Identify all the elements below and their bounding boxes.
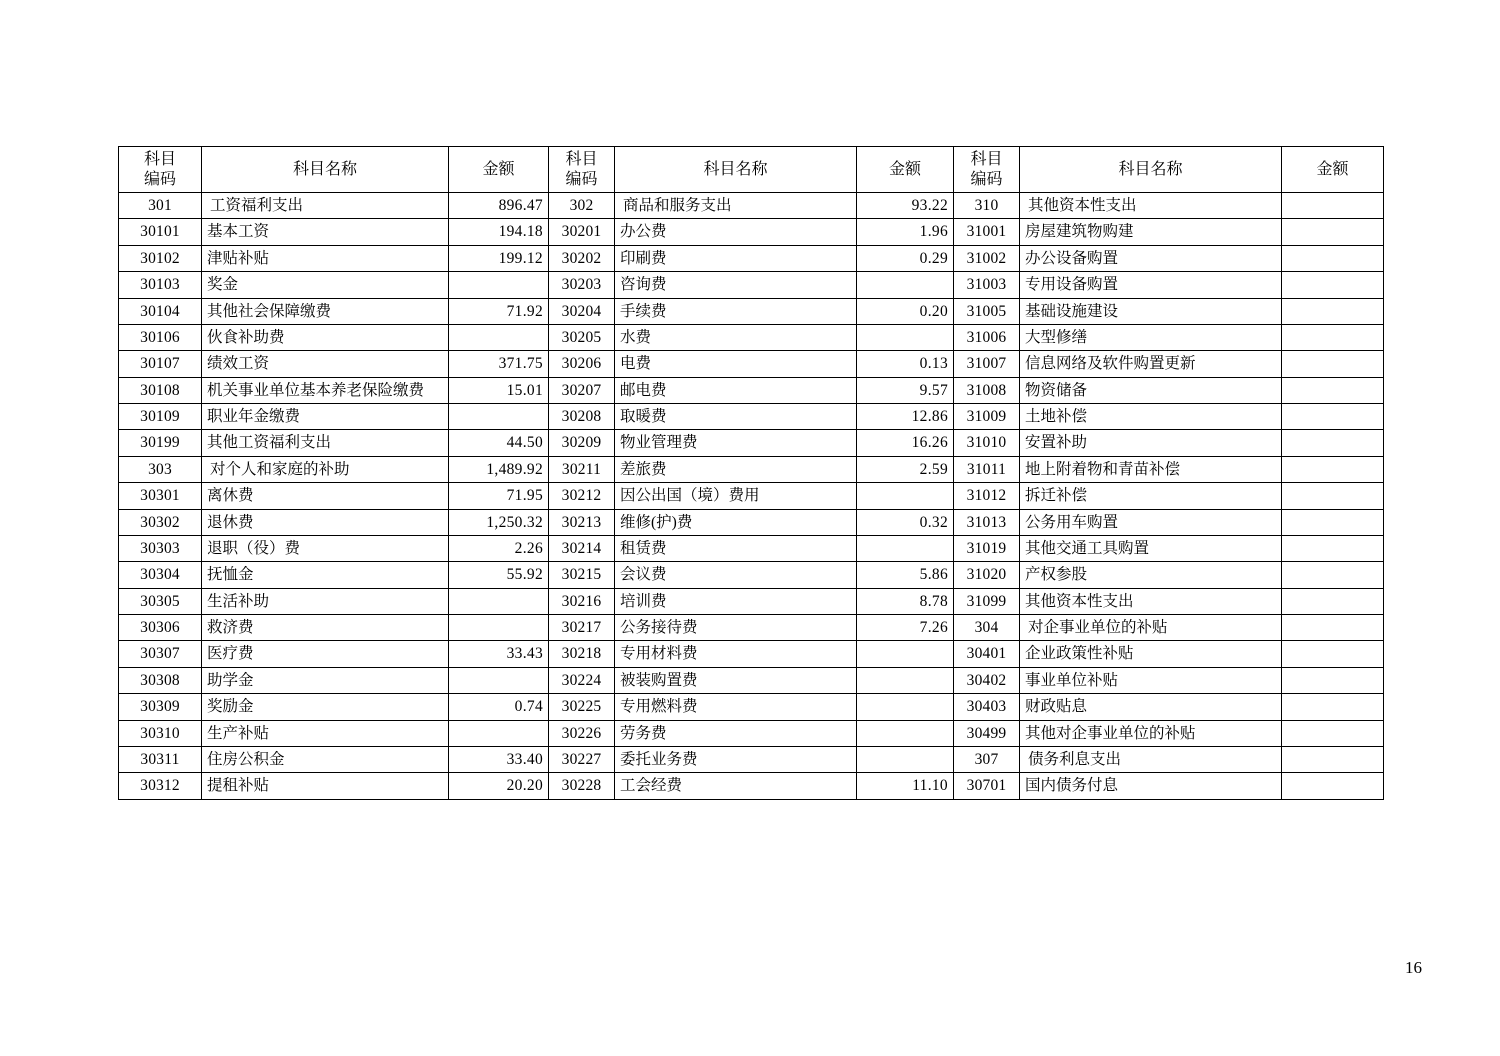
cell-subject-name-1: 奖金 [202, 272, 449, 298]
table-row [119, 324, 1384, 350]
cell-subject-code-2: 30225 [549, 694, 615, 720]
cell-amount-3 [1282, 615, 1384, 641]
cell-amount-2 [857, 694, 954, 720]
header-subject-code-1: 科目 编码 [119, 147, 202, 193]
cell-subject-code-2: 30228 [549, 773, 615, 799]
cell-amount-2 [857, 720, 954, 746]
cell-subject-code-2: 30202 [549, 245, 615, 271]
table-row [119, 219, 1384, 245]
table-row [119, 404, 1384, 430]
cell-amount-3 [1282, 377, 1384, 403]
cell-subject-name-1: 医疗费 [202, 641, 449, 667]
cell-amount-1: 33.40 [449, 746, 549, 772]
header-subject-code-3: 科目 编码 [954, 147, 1020, 193]
cell-amount-3 [1282, 773, 1384, 799]
table-row [119, 509, 1384, 535]
cell-amount-3 [1282, 588, 1384, 614]
table-row [119, 245, 1384, 271]
cell-subject-name-3: 财政贴息 [1020, 694, 1282, 720]
cell-subject-code-1: 30309 [119, 694, 202, 720]
cell-subject-code-3: 31005 [954, 298, 1020, 324]
cell-subject-name-1: 退职（役）费 [202, 535, 449, 561]
cell-subject-code-3: 31099 [954, 588, 1020, 614]
cell-subject-name-3: 专用设备购置 [1020, 272, 1282, 298]
cell-subject-name-3: 其他资本性支出 [1020, 588, 1282, 614]
cell-amount-1 [449, 324, 549, 350]
cell-subject-code-2: 30211 [549, 456, 615, 482]
cell-subject-name-2: 专用材料费 [615, 641, 857, 667]
table-row [119, 351, 1384, 377]
page-number: 16 [1405, 958, 1422, 977]
cell-amount-3 [1282, 245, 1384, 271]
table-row [119, 615, 1384, 641]
cell-amount-3 [1282, 667, 1384, 693]
cell-subject-code-1: 30304 [119, 562, 202, 588]
table-row [119, 588, 1384, 614]
cell-subject-code-2: 30203 [549, 272, 615, 298]
table-row [119, 694, 1384, 720]
cell-subject-name-2: 邮电费 [615, 377, 857, 403]
cell-subject-name-1: 其他工资福利支出 [202, 430, 449, 456]
cell-amount-3 [1282, 324, 1384, 350]
cell-subject-name-1: 工资福利支出 [202, 193, 449, 219]
cell-subject-name-3: 基础设施建设 [1020, 298, 1282, 324]
cell-subject-code-3: 307 [954, 746, 1020, 772]
cell-subject-name-3: 其他交通工具购置 [1020, 535, 1282, 561]
table-row [119, 535, 1384, 561]
cell-subject-code-2: 30209 [549, 430, 615, 456]
cell-subject-code-2: 30216 [549, 588, 615, 614]
cell-amount-1: 20.20 [449, 773, 549, 799]
cell-subject-name-3: 办公设备购置 [1020, 245, 1282, 271]
cell-amount-1: 33.43 [449, 641, 549, 667]
cell-subject-code-1: 30199 [119, 430, 202, 456]
table-row [119, 641, 1384, 667]
cell-amount-1 [449, 615, 549, 641]
cell-subject-code-3: 310 [954, 193, 1020, 219]
cell-subject-name-1: 对个人和家庭的补助 [202, 456, 449, 482]
cell-subject-code-1: 303 [119, 456, 202, 482]
cell-amount-2: 5.86 [857, 562, 954, 588]
cell-amount-3 [1282, 404, 1384, 430]
cell-subject-name-3: 对企事业单位的补贴 [1020, 615, 1282, 641]
cell-subject-name-3: 大型修缮 [1020, 324, 1282, 350]
cell-amount-3 [1282, 509, 1384, 535]
cell-subject-code-1: 30103 [119, 272, 202, 298]
table-row [119, 456, 1384, 482]
table-row [119, 430, 1384, 456]
cell-subject-code-2: 30206 [549, 351, 615, 377]
table-row [119, 272, 1384, 298]
cell-amount-2: 93.22 [857, 193, 954, 219]
cell-subject-code-3: 30401 [954, 641, 1020, 667]
cell-subject-code-2: 302 [549, 193, 615, 219]
cell-subject-name-1: 救济费 [202, 615, 449, 641]
cell-subject-code-2: 30205 [549, 324, 615, 350]
cell-amount-1: 15.01 [449, 377, 549, 403]
header-amount-1: 金额 [449, 147, 549, 193]
header-row [119, 147, 1384, 193]
cell-amount-1: 71.95 [449, 483, 549, 509]
cell-subject-name-2: 委托业务费 [615, 746, 857, 772]
cell-subject-name-3: 其他资本性支出 [1020, 193, 1282, 219]
cell-subject-code-2: 30212 [549, 483, 615, 509]
cell-amount-2: 12.86 [857, 404, 954, 430]
table-row [119, 720, 1384, 746]
cell-subject-code-3: 31012 [954, 483, 1020, 509]
cell-subject-code-1: 30303 [119, 535, 202, 561]
cell-amount-1: 1,250.32 [449, 509, 549, 535]
cell-subject-code-1: 30310 [119, 720, 202, 746]
cell-subject-name-1: 住房公积金 [202, 746, 449, 772]
cell-subject-name-2: 维修(护)费 [615, 509, 857, 535]
cell-subject-name-3: 产权参股 [1020, 562, 1282, 588]
cell-subject-name-3: 拆迁补偿 [1020, 483, 1282, 509]
cell-amount-1 [449, 272, 549, 298]
cell-subject-name-3: 其他对企事业单位的补贴 [1020, 720, 1282, 746]
cell-subject-code-1: 301 [119, 193, 202, 219]
cell-amount-1: 2.26 [449, 535, 549, 561]
cell-amount-3 [1282, 483, 1384, 509]
cell-amount-2 [857, 272, 954, 298]
cell-amount-1 [449, 588, 549, 614]
cell-subject-code-1: 30108 [119, 377, 202, 403]
cell-subject-name-1: 生产补贴 [202, 720, 449, 746]
budget-table-container [118, 146, 1383, 800]
cell-subject-code-2: 30226 [549, 720, 615, 746]
cell-subject-name-1: 伙食补助费 [202, 324, 449, 350]
cell-subject-name-3: 债务利息支出 [1020, 746, 1282, 772]
cell-amount-1: 371.75 [449, 351, 549, 377]
cell-amount-3 [1282, 535, 1384, 561]
cell-subject-code-3: 31019 [954, 535, 1020, 561]
cell-amount-3 [1282, 694, 1384, 720]
cell-amount-2 [857, 535, 954, 561]
cell-subject-name-2: 商品和服务支出 [615, 193, 857, 219]
cell-subject-code-1: 30302 [119, 509, 202, 535]
header-subject-name-1: 科目名称 [202, 147, 449, 193]
table-row [119, 193, 1384, 219]
cell-subject-name-1: 机关事业单位基本养老保险缴费 [202, 377, 449, 403]
header-amount-3: 金额 [1282, 147, 1384, 193]
cell-amount-1: 55.92 [449, 562, 549, 588]
cell-subject-name-1: 其他社会保障缴费 [202, 298, 449, 324]
cell-subject-name-2: 手续费 [615, 298, 857, 324]
cell-amount-3 [1282, 219, 1384, 245]
cell-subject-code-1: 30312 [119, 773, 202, 799]
cell-amount-2: 8.78 [857, 588, 954, 614]
cell-amount-1 [449, 404, 549, 430]
cell-amount-1: 44.50 [449, 430, 549, 456]
table-row [119, 562, 1384, 588]
cell-amount-3 [1282, 720, 1384, 746]
cell-subject-name-1: 退休费 [202, 509, 449, 535]
cell-subject-name-3: 地上附着物和青苗补偿 [1020, 456, 1282, 482]
cell-subject-code-3: 30402 [954, 667, 1020, 693]
cell-subject-name-2: 电费 [615, 351, 857, 377]
cell-amount-2: 0.20 [857, 298, 954, 324]
cell-subject-name-2: 被装购置费 [615, 667, 857, 693]
cell-subject-code-2: 30214 [549, 535, 615, 561]
cell-subject-name-1: 职业年金缴费 [202, 404, 449, 430]
cell-amount-3 [1282, 351, 1384, 377]
cell-amount-3 [1282, 562, 1384, 588]
cell-subject-name-2: 租赁费 [615, 535, 857, 561]
cell-amount-3 [1282, 272, 1384, 298]
header-amount-2: 金额 [857, 147, 954, 193]
cell-amount-2: 0.13 [857, 351, 954, 377]
cell-amount-1: 896.47 [449, 193, 549, 219]
cell-subject-name-3: 房屋建筑物购建 [1020, 219, 1282, 245]
table-row [119, 667, 1384, 693]
cell-subject-code-2: 30213 [549, 509, 615, 535]
header-subject-name-2: 科目名称 [615, 147, 857, 193]
cell-amount-2 [857, 641, 954, 667]
cell-subject-name-2: 公务接待费 [615, 615, 857, 641]
header-subject-name-3: 科目名称 [1020, 147, 1282, 193]
cell-subject-code-3: 31002 [954, 245, 1020, 271]
cell-subject-name-2: 取暖费 [615, 404, 857, 430]
cell-subject-name-1: 基本工资 [202, 219, 449, 245]
cell-subject-code-1: 30307 [119, 641, 202, 667]
table-row [119, 746, 1384, 772]
cell-subject-name-2: 专用燃料费 [615, 694, 857, 720]
cell-amount-2: 16.26 [857, 430, 954, 456]
cell-amount-3 [1282, 641, 1384, 667]
cell-amount-2: 0.32 [857, 509, 954, 535]
cell-subject-name-3: 信息网络及软件购置更新 [1020, 351, 1282, 377]
cell-subject-code-1: 30308 [119, 667, 202, 693]
cell-amount-2 [857, 746, 954, 772]
cell-amount-2: 2.59 [857, 456, 954, 482]
table-header [119, 147, 1384, 193]
cell-amount-2: 9.57 [857, 377, 954, 403]
cell-subject-code-3: 31010 [954, 430, 1020, 456]
cell-subject-code-3: 31001 [954, 219, 1020, 245]
cell-subject-name-2: 会议费 [615, 562, 857, 588]
cell-subject-code-1: 30306 [119, 615, 202, 641]
cell-subject-code-3: 31006 [954, 324, 1020, 350]
cell-amount-3 [1282, 298, 1384, 324]
cell-amount-3 [1282, 193, 1384, 219]
table-row [119, 773, 1384, 799]
cell-subject-name-1: 抚恤金 [202, 562, 449, 588]
cell-subject-name-1: 提租补贴 [202, 773, 449, 799]
cell-subject-name-1: 奖励金 [202, 694, 449, 720]
cell-subject-code-2: 30215 [549, 562, 615, 588]
cell-amount-3 [1282, 456, 1384, 482]
budget-expenditure-table [118, 146, 1384, 800]
cell-amount-1: 71.92 [449, 298, 549, 324]
cell-amount-1: 194.18 [449, 219, 549, 245]
cell-amount-2 [857, 324, 954, 350]
cell-subject-code-2: 30227 [549, 746, 615, 772]
cell-subject-name-1: 生活补助 [202, 588, 449, 614]
table-row [119, 298, 1384, 324]
cell-amount-1: 1,489.92 [449, 456, 549, 482]
cell-subject-code-1: 30311 [119, 746, 202, 772]
cell-subject-name-2: 劳务费 [615, 720, 857, 746]
cell-amount-2: 0.29 [857, 245, 954, 271]
cell-amount-3 [1282, 430, 1384, 456]
cell-subject-name-2: 印刷费 [615, 245, 857, 271]
cell-subject-name-3: 企业政策性补贴 [1020, 641, 1282, 667]
cell-subject-code-3: 31008 [954, 377, 1020, 403]
cell-subject-name-3: 公务用车购置 [1020, 509, 1282, 535]
cell-subject-code-3: 31003 [954, 272, 1020, 298]
cell-amount-1 [449, 720, 549, 746]
cell-subject-code-2: 30207 [549, 377, 615, 403]
cell-subject-code-2: 30204 [549, 298, 615, 324]
cell-subject-code-1: 30104 [119, 298, 202, 324]
cell-subject-code-3: 30499 [954, 720, 1020, 746]
cell-subject-code-3: 31009 [954, 404, 1020, 430]
cell-subject-name-2: 办公费 [615, 219, 857, 245]
cell-subject-code-3: 304 [954, 615, 1020, 641]
cell-subject-name-2: 工会经费 [615, 773, 857, 799]
cell-subject-code-3: 31007 [954, 351, 1020, 377]
cell-subject-name-2: 差旅费 [615, 456, 857, 482]
table-row [119, 483, 1384, 509]
cell-subject-name-1: 助学金 [202, 667, 449, 693]
cell-subject-name-3: 国内债务付息 [1020, 773, 1282, 799]
cell-subject-name-2: 因公出国（境）费用 [615, 483, 857, 509]
cell-subject-code-1: 30107 [119, 351, 202, 377]
cell-subject-name-2: 培训费 [615, 588, 857, 614]
cell-amount-2: 7.26 [857, 615, 954, 641]
cell-subject-code-2: 30218 [549, 641, 615, 667]
cell-subject-code-2: 30224 [549, 667, 615, 693]
cell-subject-code-2: 30201 [549, 219, 615, 245]
cell-subject-name-2: 水费 [615, 324, 857, 350]
cell-subject-name-2: 物业管理费 [615, 430, 857, 456]
cell-subject-code-1: 30102 [119, 245, 202, 271]
cell-subject-name-1: 离休费 [202, 483, 449, 509]
cell-subject-name-3: 安置补助 [1020, 430, 1282, 456]
cell-subject-code-1: 30106 [119, 324, 202, 350]
cell-subject-name-2: 咨询费 [615, 272, 857, 298]
cell-subject-name-1: 绩效工资 [202, 351, 449, 377]
cell-subject-name-1: 津贴补贴 [202, 245, 449, 271]
cell-subject-code-3: 31013 [954, 509, 1020, 535]
header-subject-code-2: 科目 编码 [549, 147, 615, 193]
cell-subject-code-1: 30109 [119, 404, 202, 430]
cell-subject-code-1: 30305 [119, 588, 202, 614]
cell-subject-name-3: 土地补偿 [1020, 404, 1282, 430]
cell-amount-3 [1282, 746, 1384, 772]
cell-subject-code-3: 31011 [954, 456, 1020, 482]
cell-amount-2: 1.96 [857, 219, 954, 245]
cell-subject-code-2: 30217 [549, 615, 615, 641]
cell-subject-code-3: 31020 [954, 562, 1020, 588]
cell-amount-1 [449, 667, 549, 693]
cell-subject-code-3: 30701 [954, 773, 1020, 799]
cell-amount-1: 0.74 [449, 694, 549, 720]
cell-amount-1: 199.12 [449, 245, 549, 271]
table-row [119, 377, 1384, 403]
cell-amount-2 [857, 667, 954, 693]
table-body [119, 193, 1384, 800]
cell-amount-2 [857, 483, 954, 509]
cell-subject-code-2: 30208 [549, 404, 615, 430]
cell-subject-code-3: 30403 [954, 694, 1020, 720]
cell-subject-code-1: 30301 [119, 483, 202, 509]
cell-subject-name-3: 物资储备 [1020, 377, 1282, 403]
cell-amount-2: 11.10 [857, 773, 954, 799]
cell-subject-code-1: 30101 [119, 219, 202, 245]
cell-subject-name-3: 事业单位补贴 [1020, 667, 1282, 693]
